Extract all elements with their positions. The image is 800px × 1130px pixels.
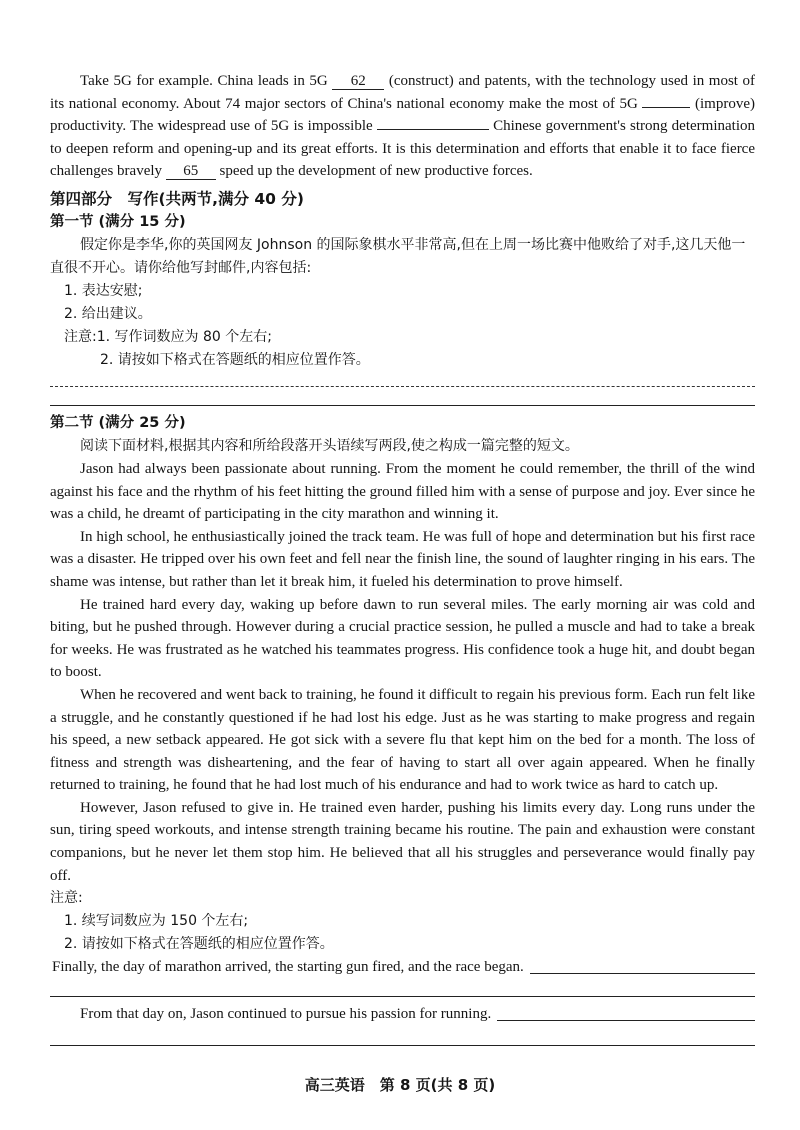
story-paragraph-5: However, Jason refused to give in. He trained even harder, pushing his limits every day. Long runs under the sun, tiring speed workouts, and intense strength training became his routine. The pain and exhaustion were constant companions, but he never let them stop him. He believed that all his struggles and perseverance would finally pay off. <box>50 799 755 884</box>
grammar-fill-paragraph <box>50 70 755 183</box>
section1-note-2: 2. 请按如下格式在答题纸的相应位置作答。 <box>100 351 370 368</box>
section1-item-2: 2. 给出建议。 <box>64 305 152 322</box>
page-footer: 高三英语 第 8 页(共 8 页) <box>304 1076 496 1094</box>
answer-line[interactable] <box>50 996 755 997</box>
exam-page <box>50 66 755 1046</box>
story-paragraph-3: He trained hard every day, waking up before dawn to run several miles. The early morning air was cold and biting, but he pushed through. However during a crucial practice session, he pulled a muscle and had to take a break for weeks. He was frustrated as he watched his teammates progress. His confidence took a huge hit, and doubt began to boost. <box>50 596 755 681</box>
blank-64[interactable] <box>377 129 489 130</box>
text-segment: Chinese government's strong determination to deepen reform and opening-up and its great efforts. It is this determination and efforts that enable it to face fierce challenges bravely <box>50 118 755 180</box>
opening-sentence-1: Finally, the day of marathon arrived, the starting gun fired, and the race began. <box>52 959 524 976</box>
section1-prompt: 假定你是李华,你的英国网友 Johnson 的国际象棋水平非常高,但在上周一场比赛中他败给了对手,这几天他一直很不开心。请你给他写封邮件,内容包括: <box>50 236 746 276</box>
section2-note-2: 2. 请按如下格式在答题纸的相应位置作答。 <box>64 936 334 953</box>
continuation-opening-1 <box>50 956 755 978</box>
section2-notes-title: 注意: <box>50 890 83 907</box>
answer-line-dashed <box>50 386 755 387</box>
story-paragraph-1: Jason had always been passionate about running. From the moment he could remember, the thrill of the wind against his face and the rhythm of his feet hitting the ground filled him with a sense of purpose and joy. Ever since he was a child, he dreamt of participating in the city marathon and winning it. <box>50 460 755 523</box>
section1-title: 第一节 (满分 15 分) <box>50 213 186 230</box>
blank-65[interactable]: 65 <box>166 163 216 180</box>
answer-line[interactable] <box>50 405 755 406</box>
part4-title: 第四部分 写作(共两节,满分 40 分) <box>50 189 304 208</box>
story-paragraph-4: When he recovered and went back to training, he found it difficult to regain his previous form. Each run felt like a struggle, and he constantly questioned if he had lost his edge. Just as he was starting to make progress and regain his speed, a new setback appeared. He got sick with a severe flu that kept him on the bed for a month. The loss of fitness and strength was disheartening, and the fear of having to start all over again appeared. When he finally returned to training, he found that he had lost much of his endurance and had to work twice as hard to catch up. <box>50 686 755 794</box>
answer-line[interactable] <box>50 1045 755 1046</box>
writing-blank[interactable] <box>497 1020 755 1021</box>
section1-note-1: 注意:1. 写作词数应为 80 个左右; <box>64 328 272 345</box>
story-paragraph-2: In high school, he enthusiastically joined the track team. He was full of hope and determination but his first race was a disaster. He tripped over his own feet and fell near the finish line, the sound of laughter ringing in his ears. The shame was intense, but rather than let it break him, it fueled his determination to prove himself. <box>50 528 755 590</box>
blank-63[interactable] <box>642 107 690 108</box>
writing-blank[interactable] <box>530 973 755 974</box>
section2-title: 第二节 (满分 25 分) <box>50 414 186 431</box>
text-segment: Take 5G for example. China leads in 5G <box>80 73 333 89</box>
section2-note-1: 1. 续写词数应为 150 个左右; <box>64 913 249 930</box>
continuation-opening-2 <box>50 1003 755 1025</box>
text-segment: (construct) and patents, with the technology used in most of its national economy. About 74 major sectors of China's national economy make the most of 5G <box>50 73 756 112</box>
section1-item-1: 1. 表达安慰; <box>64 282 143 299</box>
section2-instruction: 阅读下面材料,根据其内容和所给段落开头语续写两段,使之构成一篇完整的短文。 <box>80 437 579 454</box>
opening-sentence-2: From that day on, Jason continued to pursue his passion for running. <box>80 1006 492 1023</box>
text-segment: (improve) productivity. The widespread use of 5G is impossible <box>50 95 755 135</box>
blank-62[interactable]: 62 <box>332 73 384 90</box>
text-segment: speed up the development of new productive forces. <box>215 163 533 180</box>
